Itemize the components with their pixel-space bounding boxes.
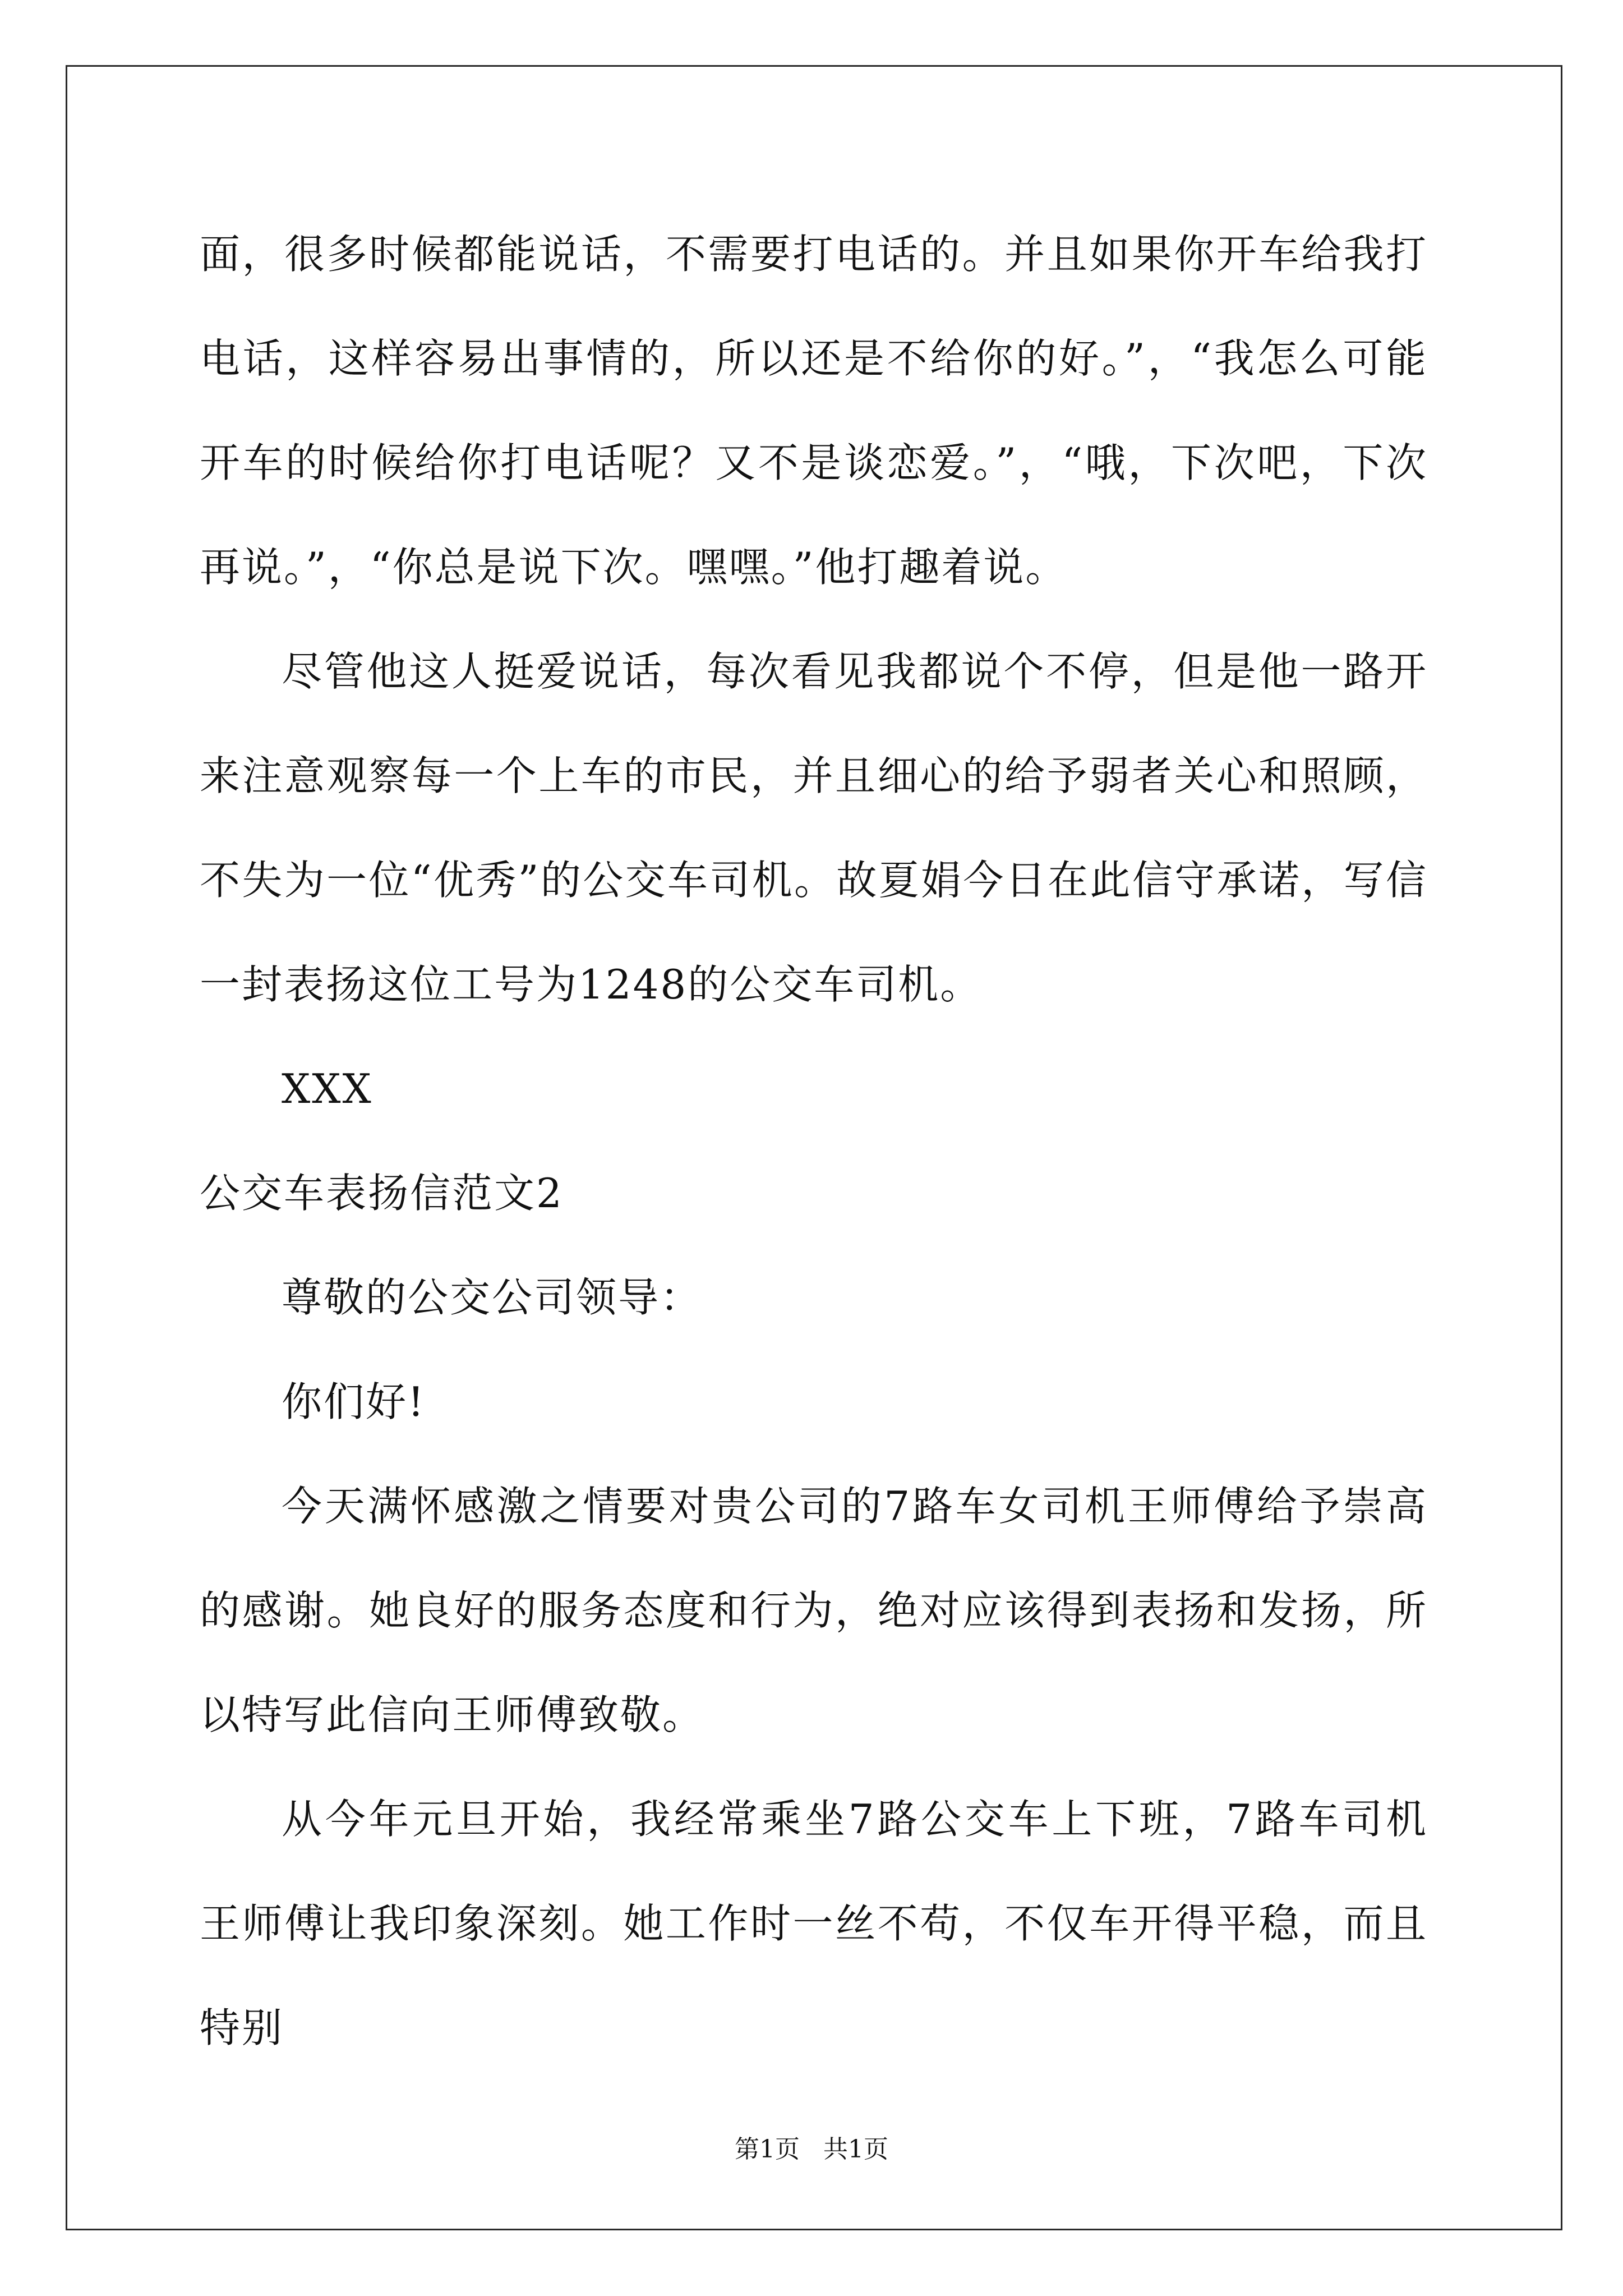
signature-name: XXX (282, 1065, 373, 1112)
letter-greeting: 你们好! (282, 1378, 426, 1425)
page-total: 共1页 (823, 2135, 888, 2164)
letter-salutation: 尊敬的公交公司领导： (282, 1274, 703, 1321)
paragraph-praise-summary: 尽管他这人挺爱说话，每次看见我都说个不停，但是他一路开来注意观察每一个上车的市民，并且细心的给予弱者关心和照顾，不失为一位“优秀”的公交车司机。故夏娟今日在此信守承诺，写信一封表扬这位工号为1248的公交车司机。 (200, 648, 1428, 1008)
page-number: 第1页 (735, 2135, 800, 2164)
section-heading: 公交车表扬信范文2 (200, 1170, 564, 1217)
paragraph-continued-dialogue: 面，很多时候都能说话，不需要打电话的。并且如果你开车给我打电话，这样容易出事情的，所以还是不给你的好。”，“我怎么可能开车的时候给你打电话呢？又不是谈恋爱。”，“哦，下次吧，下次再说。”，“你总是说下次。嘿嘿。”他打趣着说。 (200, 231, 1428, 591)
document-body (200, 202, 1428, 2080)
paragraph-gratitude: 今天满怀感激之情要对贵公司的7路车女司机王师傅给予崇高的感谢。她良好的服务态度和行为，绝对应该得到表扬和发扬，所以特写此信向王师傅致敬。 (200, 1483, 1428, 1738)
page-footer (0, 2129, 1623, 2165)
paragraph-experience: 从今年元旦开始，我经常乘坐7路公交车上下班，7路车司机王师傅让我印象深刻。她工作时一丝不苟，不仅车开得平稳，而且特别 (200, 1796, 1428, 2051)
